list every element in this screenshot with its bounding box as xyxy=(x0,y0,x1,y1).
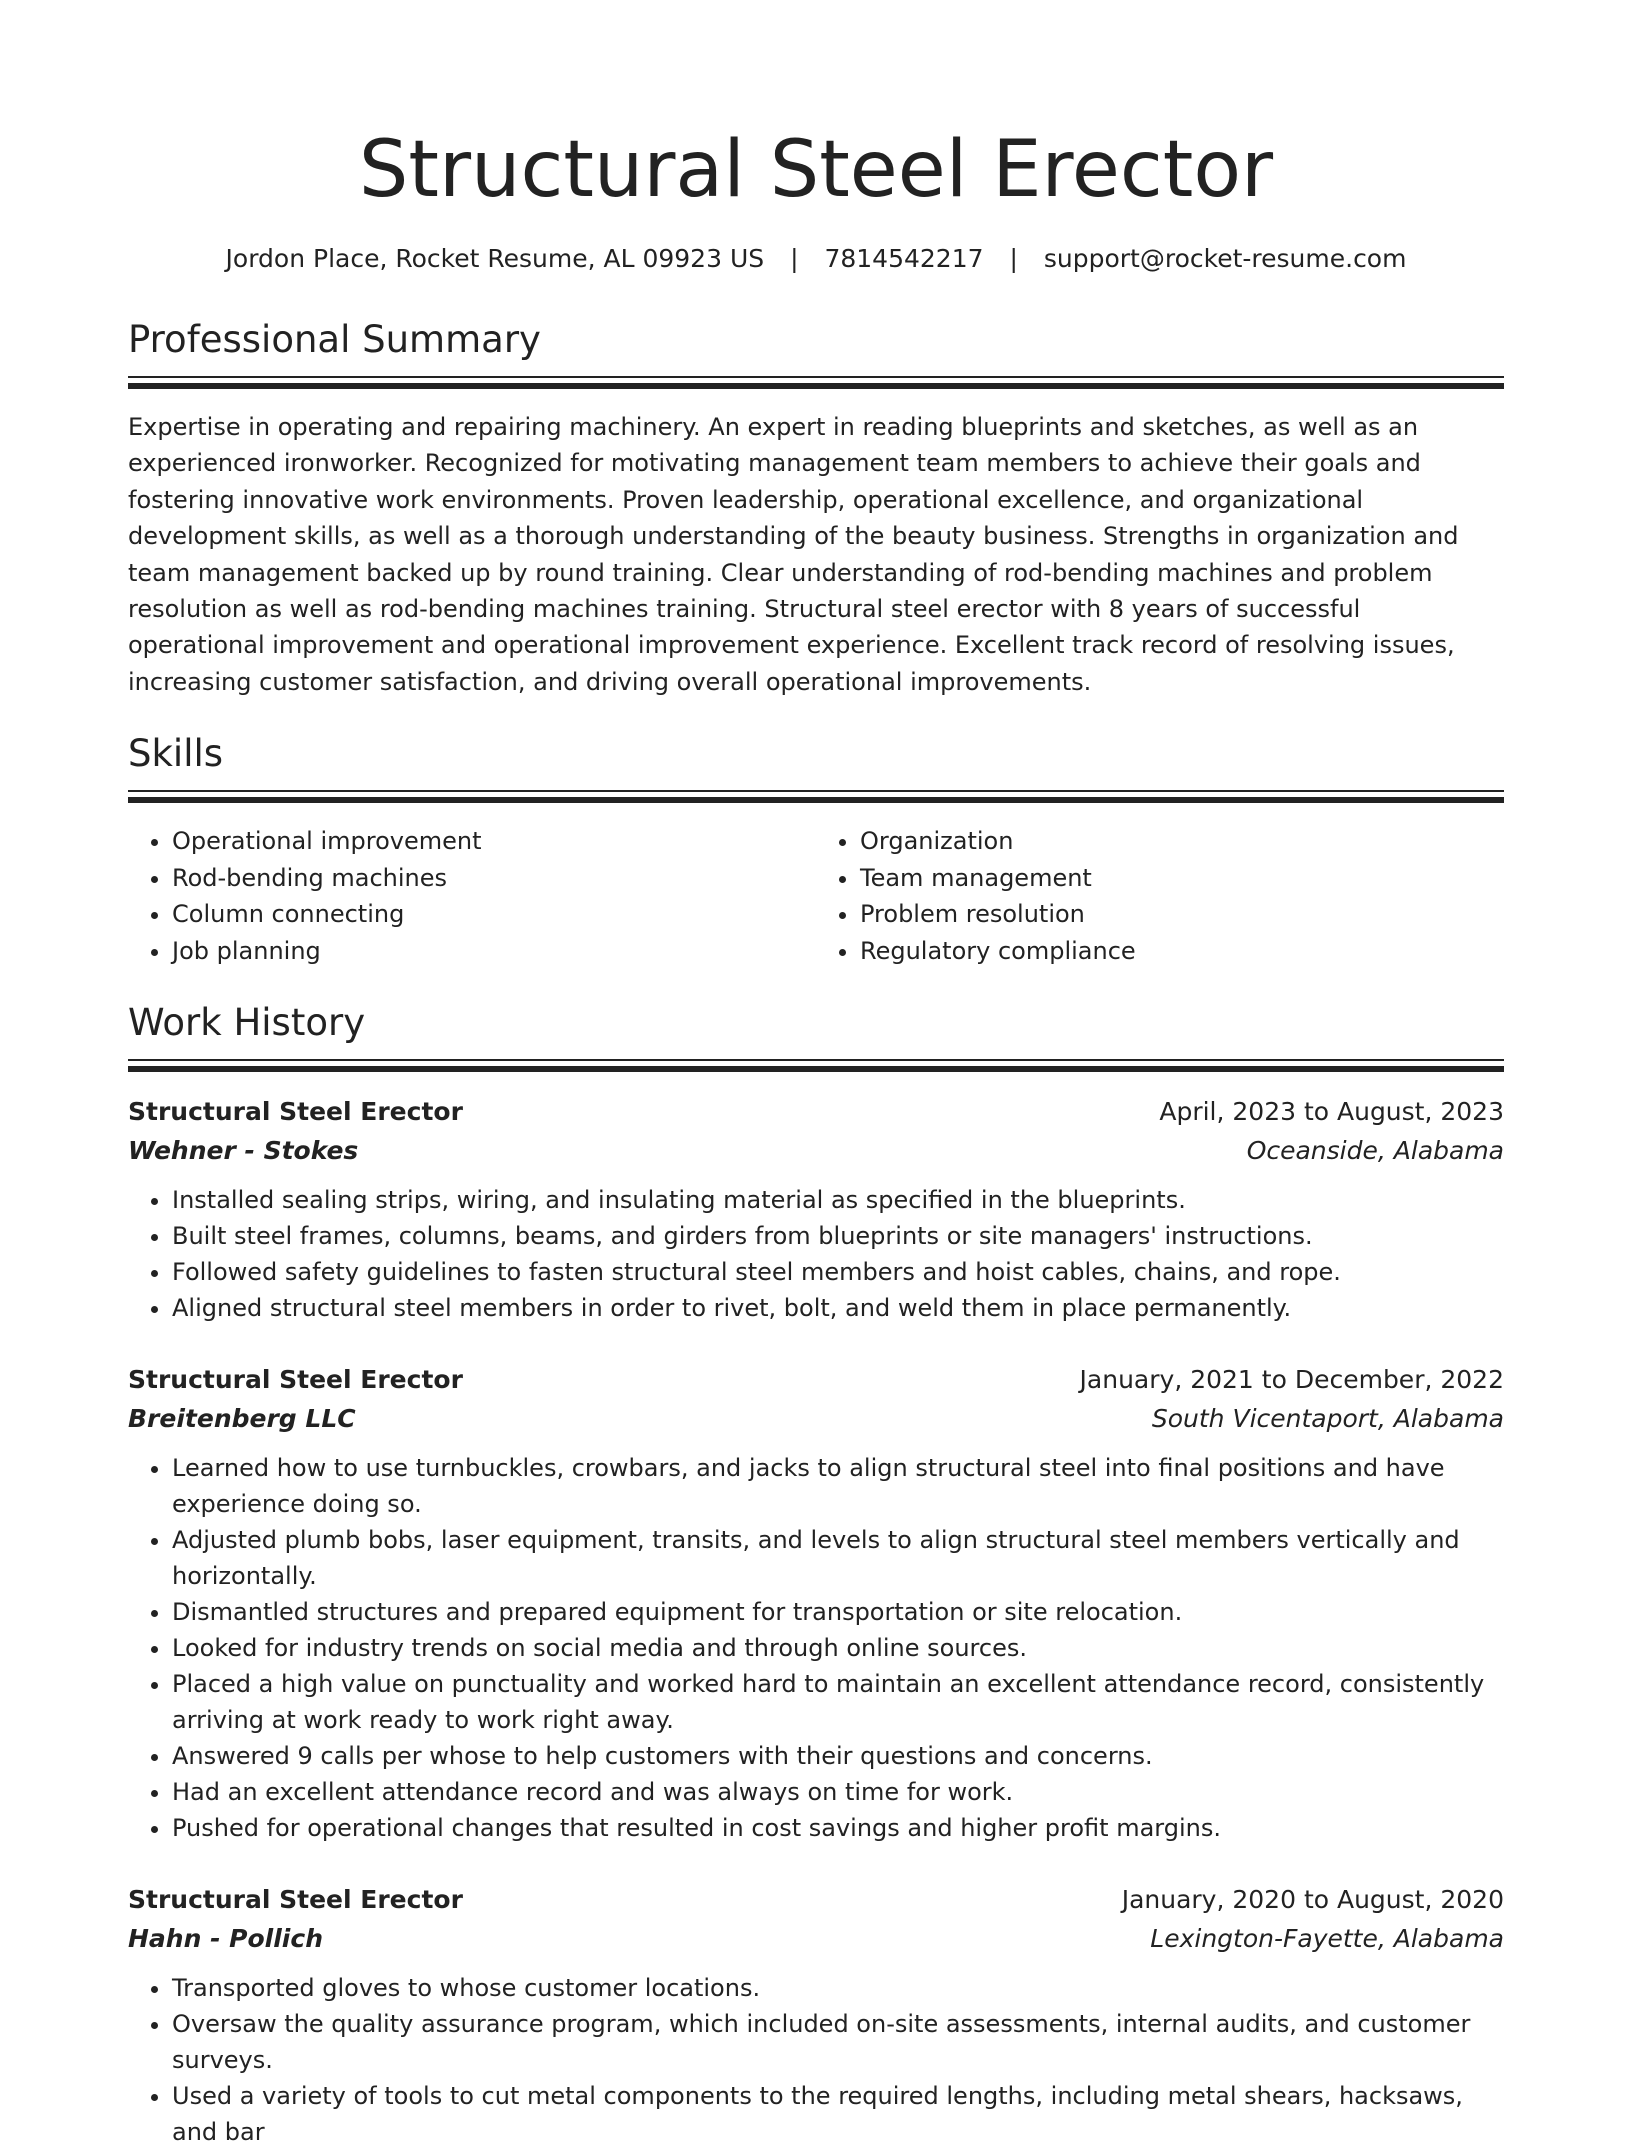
job-title: Structural Steel Erector xyxy=(128,1885,463,1915)
job-title: Structural Steel Erector xyxy=(128,1097,463,1127)
job-entry xyxy=(128,1880,1504,2150)
job-dates: January, 2021 to December, 2022 xyxy=(1079,1365,1504,1395)
job-entry xyxy=(128,1092,1504,1326)
skills-column-right xyxy=(816,823,1504,969)
skill-item: • Organization xyxy=(860,823,1504,860)
section-divider xyxy=(128,1059,1504,1072)
job-bullet: • Placed a high value on punctuality and worked hard to maintain an excellent attendance record, consistently arriving at work ready to work right away. xyxy=(172,1666,1504,1738)
job-bullet: • Learned how to use turnbuckles, crowbars, and jacks to align structural steel into final positions and have experience doing so. xyxy=(172,1450,1504,1522)
job-company: Hahn - Pollich xyxy=(128,1924,323,1954)
job-bullet: • Built steel frames, columns, beams, and girders from blueprints or site managers' instructions. xyxy=(172,1218,1504,1254)
job-bullet: • Followed safety guidelines to fasten structural steel members and hoist cables, chains, and rope. xyxy=(172,1254,1504,1290)
work-history-section xyxy=(128,999,1504,2150)
skills-list xyxy=(128,823,1504,969)
job-dates: January, 2020 to August, 2020 xyxy=(1121,1885,1504,1915)
section-heading-skills: Skills xyxy=(128,732,224,776)
skill-item: • Job planning xyxy=(172,933,816,970)
job-bullet: • Transported gloves to whose customer locations. xyxy=(172,1970,1504,2006)
job-bullet: • Adjusted plumb bobs, laser equipment, transits, and levels to align structural steel members vertically and horizontally. xyxy=(172,1522,1504,1594)
job-dates: April, 2023 to August, 2023 xyxy=(1159,1097,1504,1127)
job-location: Lexington-Fayette, Alabama xyxy=(1150,1924,1504,1954)
job-bullet: • Used a variety of tools to cut metal components to the required lengths, including metal shears, hacksaws, and bar xyxy=(172,2078,1504,2150)
job-location: Oceanside, Alabama xyxy=(1246,1136,1504,1166)
contact-line xyxy=(128,242,1504,276)
job-bullets xyxy=(128,1450,1504,1846)
skill-item: • Team management xyxy=(860,860,1504,897)
job-bullet: • Dismantled structures and prepared equipment for transportation or site relocation. xyxy=(172,1594,1504,1630)
summary-section xyxy=(128,316,1504,700)
section-divider xyxy=(128,376,1504,389)
section-heading-summary: Professional Summary xyxy=(128,318,541,361)
skill-item: • Rod-bending machines xyxy=(172,860,816,897)
job-company: Wehner - Stokes xyxy=(128,1136,359,1166)
skill-item: • Operational improvement xyxy=(172,823,816,860)
resume-title: Structural Steel Erector xyxy=(358,125,1274,215)
job-company: Breitenberg LLC xyxy=(128,1404,356,1434)
contact-separator: | xyxy=(790,244,799,273)
skills-column-left xyxy=(128,823,816,969)
section-heading-work: Work History xyxy=(128,1001,366,1045)
contact-separator: | xyxy=(1009,244,1018,273)
skill-item: • Column connecting xyxy=(172,896,816,933)
job-entry xyxy=(128,1360,1504,1846)
section-divider xyxy=(128,790,1504,803)
skill-item: • Regulatory compliance xyxy=(860,933,1504,970)
job-title: Structural Steel Erector xyxy=(128,1365,463,1395)
contact-email: support@rocket-resume.com xyxy=(1043,244,1407,273)
job-bullets xyxy=(128,1970,1504,2150)
summary-text: Expertise in operating and repairing machinery. An expert in reading blueprints and sketches, as well as an experienced ironworker. Recognized for motivating management team members to achieve their goals and fostering innovative work environments. Proven leadership, operational excellence, and organizational development skills, as well as a thorough understanding of the beauty business. Strengths in organization and team management backed up by round training. Clear understanding of rod-bending machines and problem resolution as well as rod-bending machines training. Structural steel erector with 8 years of successful operational improvement and operational improvement experience. Excellent track record of resolving issues, increasing customer satisfaction, and driving overall operational improvements. xyxy=(128,413,1459,696)
job-bullets xyxy=(128,1182,1504,1326)
skill-item: • Problem resolution xyxy=(860,896,1504,933)
job-bullet: • Answered 9 calls per whose to help customers with their questions and concerns. xyxy=(172,1738,1504,1774)
job-bullet: • Had an excellent attendance record and was always on time for work. xyxy=(172,1774,1504,1810)
job-bullet: • Installed sealing strips, wiring, and insulating material as specified in the blueprints. xyxy=(172,1182,1504,1218)
job-bullet: • Pushed for operational changes that resulted in cost savings and higher profit margins. xyxy=(172,1810,1504,1846)
skills-section xyxy=(128,730,1504,969)
job-bullet: • Looked for industry trends on social media and through online sources. xyxy=(172,1630,1504,1666)
contact-address: Jordon Place, Rocket Resume, AL 09923 US xyxy=(225,244,765,273)
job-location: South Vicentaport, Alabama xyxy=(1151,1404,1504,1434)
contact-phone: 7814542217 xyxy=(824,244,984,273)
job-bullet: • Aligned structural steel members in order to rivet, bolt, and weld them in place permanently. xyxy=(172,1290,1504,1326)
job-bullet: • Oversaw the quality assurance program, which included on-site assessments, internal audits, and customer surveys. xyxy=(172,2006,1504,2078)
